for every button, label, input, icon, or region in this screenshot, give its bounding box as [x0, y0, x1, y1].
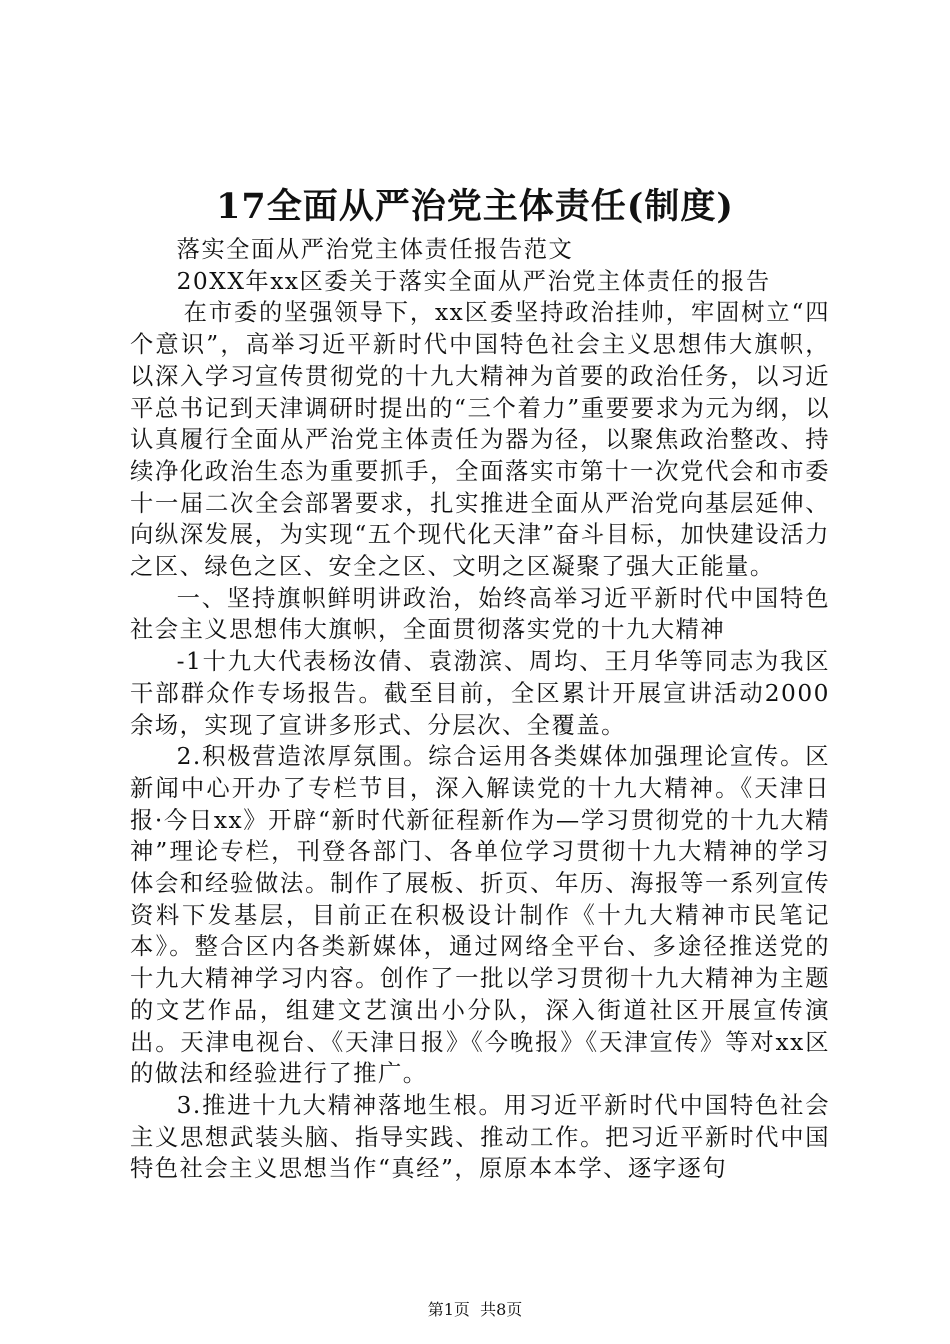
document-title: 17全面从严治党主体责任(制度) [216, 186, 734, 227]
paragraph-item-3: 3.推进十九大精神落地生根。用习近平新时代中国特色社会主义思想武装头脑、指导实践、推动工作。把习近平新时代中国特色社会主义思想当作“真经”，原原本本学、逐字逐句 [130, 1091, 830, 1183]
paragraph-item-1: -1十九大代表杨汝倩、袁渤滨、周均、王月华等同志为我区干部群众作专场报告。截至目前，全区累计开展宣讲活动2000余场，实现了宣讲多形式、分层次、全覆盖。 [130, 648, 830, 739]
paragraph-report-sample-title: 落实全面从严治党主体责任报告范文 [176, 236, 574, 263]
document-body [130, 234, 830, 1185]
paragraph-report-heading: 20XX年xx区委关于落实全面从严治党主体责任的报告 [176, 267, 771, 295]
paragraph-item-2: 2.积极营造浓厚氛围。综合运用各类媒体加强理论宣传。区新闻中心开办了专栏节目，深入解读党的十九大精神。《天津日报·今日xx》开辟“新时代新征程新作为—学习贯彻党的十九大精神”理论专栏，刊登各部门、各单位学习贯彻十九大精神的学习体会和经验做法。制作了展板、折页、年历、海报等一系列宣传资料下发基层，目前正在积极设计制作《十九大精神市民笔记本》。整合区内各类新媒体，通过网络全平台、多途径推送党的十九大精神学习内容。创作了一批以学习贯彻十九大精神为主题的文艺作品，组建文艺演出小分队，深入街道社区开展宣传演出。天津电视台、《天津日报》《今晚报》《天津宣传》等对xx区的做法和经验进行了推广。 [130, 743, 830, 1088]
paragraph-section-one-heading: 一、坚持旗帜鲜明讲政治，始终高举习近平新时代中国特色社会主义思想伟大旗帜，全面贯彻落实党的十九大精神 [130, 584, 830, 644]
paragraph-intro: 在市委的坚强领导下，xx区委坚持政治挂帅，牢固树立“四个意识”，高举习近平新时代中国特色社会主义思想伟大旗帜，以深入学习宣传贯彻党的十九大精神为首要的政治任务，以习近平总书记到天津调研时提出的“三个着力”重要要求为元为纲，以认真履行全面从严治党主体责任为器为径，以聚焦政治整改、持续净化政治生态为重要抓手，全面落实市第十一次党代会和市委十一届二次全会部署要求，扎实推进全面从严治党向基层延伸、向纵深发展，为实现“五个现代化天津”奋斗目标，加快建设活力之区、绿色之区、安全之区、文明之区凝聚了强大正能量。 [130, 299, 830, 581]
page-number-footer: 第1页 共8页 [427, 1300, 523, 1319]
